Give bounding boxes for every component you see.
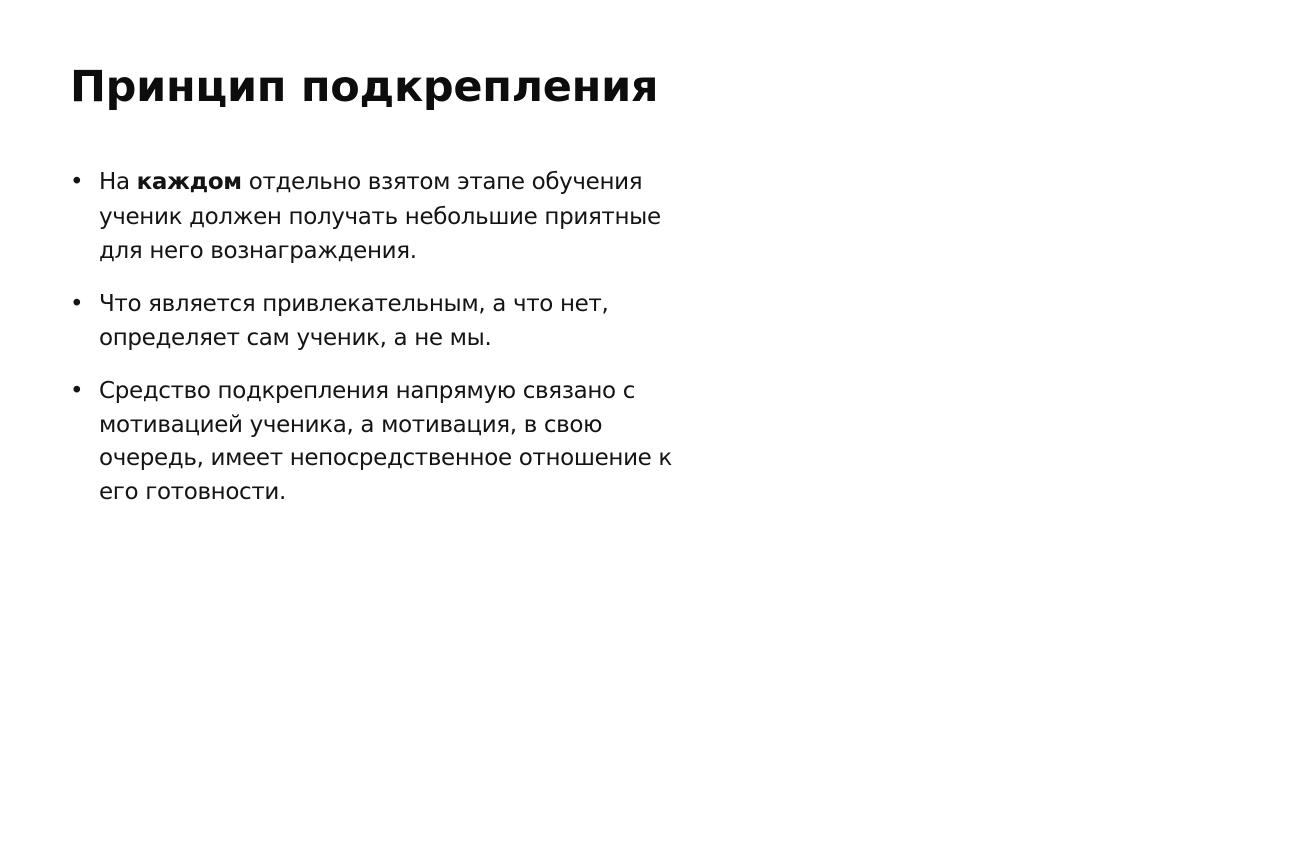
- bullet-list: [70, 163, 710, 529]
- bullet-item: [70, 163, 710, 268]
- bullet-text-continued: отдельно взятом этапе обучения: [241, 169, 643, 195]
- bullet-emphasis: каждом: [136, 169, 242, 195]
- bullet-marker: •: [70, 169, 84, 195]
- bullet-item: [70, 375, 710, 509]
- bullet-marker: •: [70, 291, 84, 317]
- bullet-first-line: [99, 163, 710, 201]
- bullet-text: Что является привлекательным, а что нет, определяет сам ученик, а не мы.: [99, 291, 609, 351]
- bullet-text-rest: ученик должен получать небольшие приятные для него вознаграждения.: [99, 204, 661, 264]
- bullet-marker: •: [70, 378, 84, 404]
- slide-title: Принцип подкрепления: [70, 62, 659, 112]
- bullet-text-start: На: [99, 169, 137, 195]
- bullet-text: Средство подкрепления напрямую связано с мотивацией ученика, а мотивация, в свою очередь, имеет непосредственное отношение к его готовности.: [99, 378, 672, 505]
- bullet-item: [70, 288, 710, 355]
